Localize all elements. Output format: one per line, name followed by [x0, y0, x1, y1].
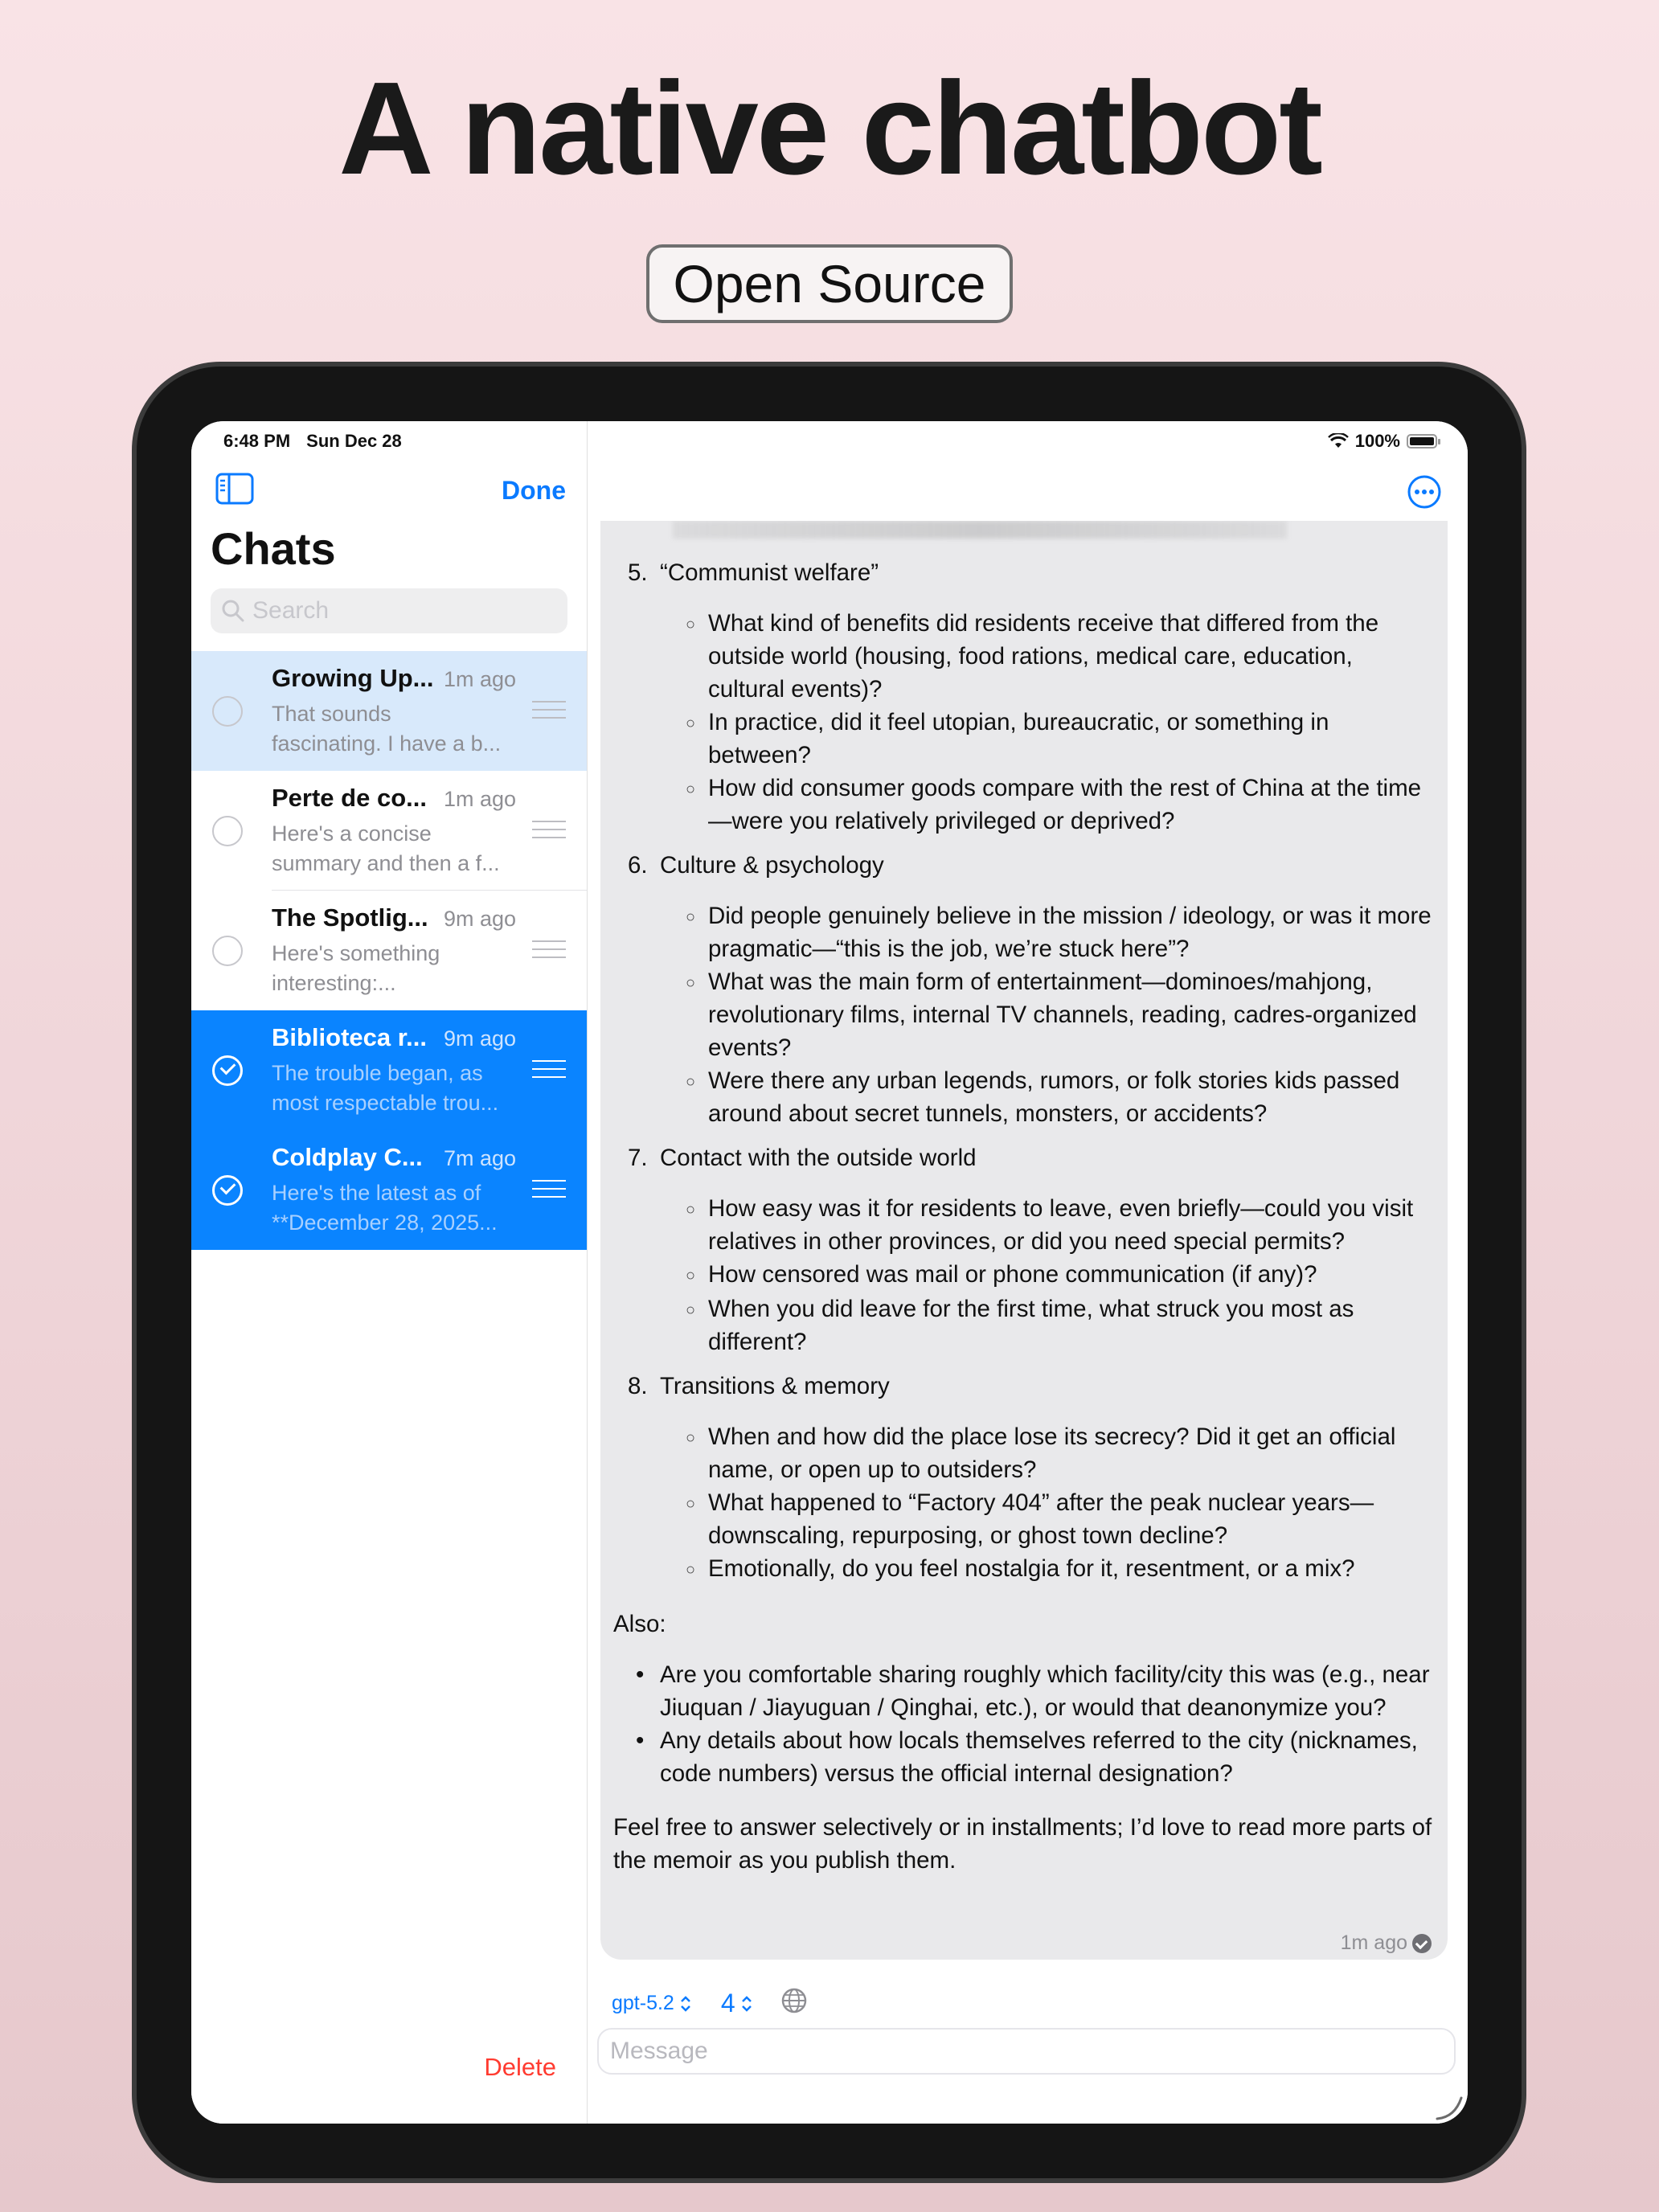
- list-item: ○ What kind of benefits did residents receive that differed from the outside world (housing, food rations, medical care, education, cultural events)?: [686, 610, 1379, 703]
- wifi-icon: [1328, 433, 1349, 449]
- scrolled-text-fade: [673, 521, 1287, 539]
- reorder-handle-icon[interactable]: [532, 821, 566, 845]
- sidebar-toggle-icon[interactable]: [215, 473, 254, 509]
- list-item: • Any details about how locals themselves referred to the city (nicknames, code numbers) versus the official internal designation?: [636, 1727, 1418, 1787]
- also-label: Also:: [613, 1611, 666, 1637]
- list-item: ○ What happened to “Factory 404” after the peak nuclear years—downscaling, repurposing, or ghost town decline?: [686, 1489, 1374, 1549]
- chat-time: 7m ago: [444, 1146, 517, 1170]
- list-item: ○ Did people genuinely believe in the mission / ideology, or was it more pragmatic—“this is the job, we’re stuck here”?: [686, 903, 1432, 962]
- chat-title: The Spotlig...: [272, 903, 428, 932]
- model-label: gpt-5.2: [612, 1992, 674, 2014]
- message-input[interactable]: [597, 2028, 1456, 2075]
- battery-percent: 100%: [1354, 431, 1400, 451]
- chat-sidebar: [191, 421, 588, 2124]
- section-title: Transitions & memory: [660, 1373, 890, 1399]
- closing-text: Feel free to answer selectively or in installments; I’d love to read more parts of the memoir as you publish them.: [613, 1814, 1432, 1874]
- section-title: “Communist welfare”: [660, 559, 879, 586]
- chats-title: Chats: [211, 523, 336, 574]
- chat-row-perte[interactable]: [191, 771, 587, 891]
- badge-label: Open Source: [673, 254, 986, 313]
- chevron-up-down-icon: [740, 1993, 753, 2014]
- chat-row-growing-up[interactable]: [191, 651, 587, 771]
- search-field[interactable]: [211, 588, 567, 633]
- list-item: ○ How easy was it for residents to leave, even briefly—could you visit relatives in other provinces, or did you need special permits?: [686, 1195, 1414, 1255]
- chevron-up-down-icon: [679, 1993, 692, 2014]
- message-body: [613, 545, 1433, 1877]
- done-button[interactable]: Done: [502, 476, 566, 505]
- chat-time: 1m ago: [444, 787, 517, 811]
- status-date: Sun Dec 28: [306, 431, 402, 451]
- status-indicators: [1328, 431, 1437, 452]
- search-placeholder: Search: [252, 597, 330, 624]
- chat-time: 1m ago: [444, 667, 517, 691]
- status-time-date: [223, 431, 418, 452]
- select-circle-checked[interactable]: [212, 1055, 243, 1086]
- chat-title: Biblioteca r...: [272, 1023, 427, 1051]
- chat-snippet: That sounds fascinating. I have a b...: [272, 702, 502, 756]
- chat-row-coldplay[interactable]: [191, 1130, 587, 1250]
- chat-pane: [588, 421, 1468, 2124]
- chat-time: 9m ago: [444, 907, 517, 931]
- composer-controls: [612, 1987, 808, 2020]
- list-item: ○ Were there any urban legends, rumors, or folk stories kids passed around about secret tunnels, monsters, or accidents?: [686, 1067, 1400, 1127]
- chat-snippet: Here's something interesting:...: [272, 941, 440, 995]
- select-circle[interactable]: [212, 936, 243, 966]
- section-title: Contact with the outside world: [660, 1145, 977, 1171]
- list-item: ○ How censored was mail or phone communication (if any)?: [686, 1261, 1317, 1288]
- question-section: [613, 849, 1433, 1130]
- question-section: [613, 1370, 1433, 1587]
- reorder-handle-icon[interactable]: [532, 940, 566, 965]
- section-title: Culture & psychology: [660, 852, 884, 879]
- list-item: ○ Emotionally, do you feel nostalgia for it, resentment, or a mix?: [686, 1555, 1355, 1582]
- status-time: 6:48 PM: [223, 431, 291, 451]
- list-item: ○ In practice, did it feel utopian, bureaucratic, or something in between?: [686, 709, 1329, 768]
- list-item: • Are you comfortable sharing roughly which facility/city this was (e.g., near Jiuquan / Jiayuguan / Qinghai, etc.), or would that deanonymize you?: [636, 1661, 1430, 1721]
- section-number: 5.: [628, 559, 648, 586]
- select-circle-checked[interactable]: [212, 1175, 243, 1206]
- count-picker[interactable]: [721, 1989, 753, 2018]
- chat-title: Growing Up...: [272, 664, 434, 692]
- chat-row-biblioteca[interactable]: [191, 1010, 587, 1130]
- timestamp-text: 1m ago: [1340, 1931, 1407, 1954]
- reorder-handle-icon[interactable]: [532, 1060, 566, 1084]
- list-item: ○ What was the main form of entertainment—dominoes/mahjong, revolutionary films, internal TV channels, reading, cadres-organized events?: [686, 969, 1417, 1061]
- screen: [191, 421, 1468, 2124]
- reorder-handle-icon[interactable]: [532, 701, 566, 725]
- select-circle[interactable]: [212, 696, 243, 727]
- list-item: ○ When and how did the place lose its secrecy? Did it get an official name, or open up to outsiders?: [686, 1423, 1396, 1483]
- reorder-handle-icon[interactable]: [532, 1180, 566, 1204]
- count-label: 4: [720, 1989, 735, 2017]
- chat-title: Perte de co...: [272, 784, 427, 812]
- assistant-message-bubble: [600, 521, 1448, 1960]
- section-number: 8.: [628, 1373, 648, 1399]
- headline: A native chatbot: [338, 55, 1321, 202]
- delete-button[interactable]: Delete: [484, 2053, 556, 2081]
- globe-icon[interactable]: [780, 1987, 808, 2020]
- select-circle[interactable]: [212, 816, 243, 846]
- message-placeholder: Message: [610, 2038, 708, 2064]
- open-source-badge: [646, 244, 1013, 323]
- question-section: [613, 1141, 1433, 1358]
- list-item: ○ How did consumer goods compare with the rest of China at the time—were you relatively privileged or deprived?: [686, 775, 1422, 834]
- battery-icon: [1407, 434, 1437, 449]
- question-section: [613, 556, 1433, 838]
- section-number: 6.: [628, 852, 648, 879]
- message-timestamp: [1341, 1931, 1432, 1955]
- ellipsis-circle-icon[interactable]: [1407, 474, 1442, 514]
- model-picker[interactable]: [612, 1992, 692, 2015]
- chat-snippet: The trouble began, as most respectable trou...: [272, 1061, 499, 1115]
- chat-snippet: Here's the latest as of **December 28, 2025...: [272, 1181, 498, 1235]
- chat-title: Coldplay C...: [272, 1143, 423, 1171]
- chat-snippet: Here's a concise summary and then a f...: [272, 821, 500, 875]
- chat-time: 9m ago: [444, 1026, 517, 1051]
- search-icon: [220, 598, 246, 624]
- section-number: 7.: [628, 1145, 648, 1171]
- checkmark-circle-icon: [1412, 1934, 1432, 1953]
- list-item: ○ When you did leave for the first time, what struck you most as different?: [686, 1296, 1354, 1355]
- resize-corner-icon: [1431, 2087, 1468, 2124]
- chat-row-spotlight[interactable]: [191, 891, 587, 1010]
